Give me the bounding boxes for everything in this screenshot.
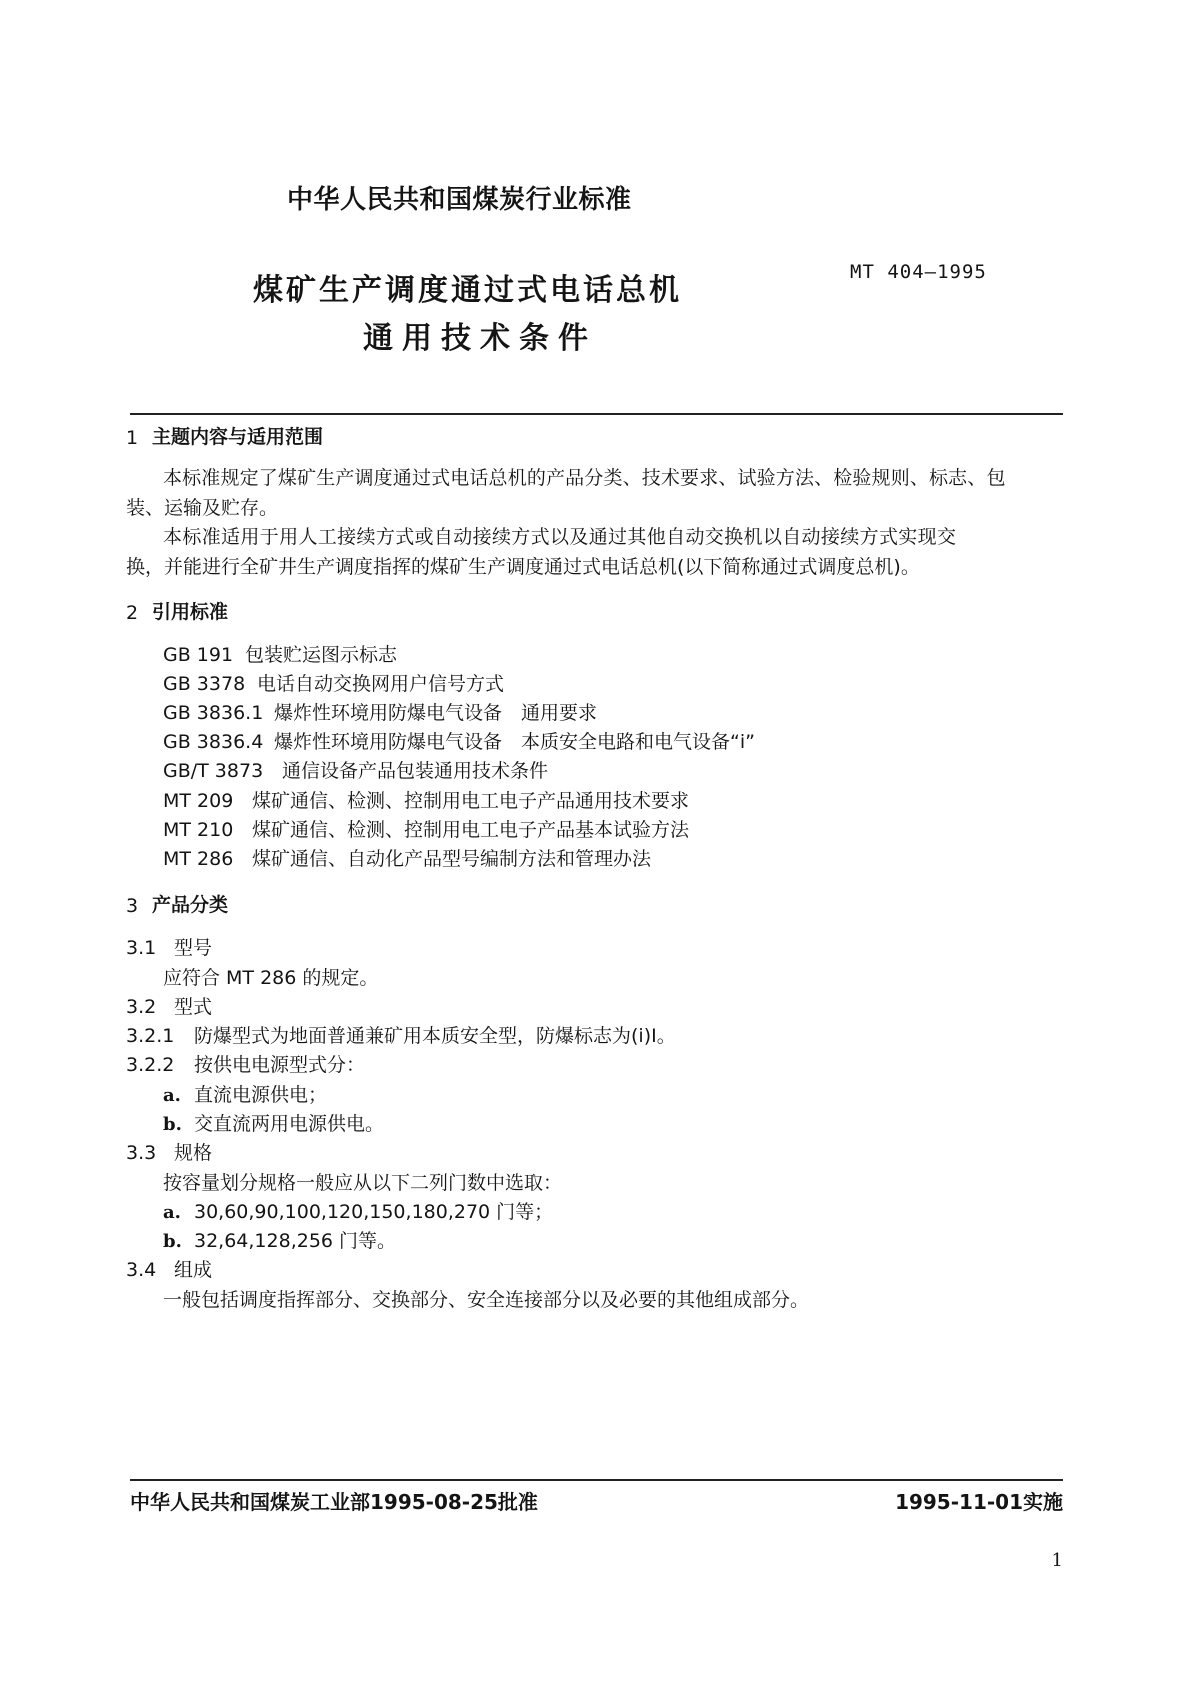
document-title-line1: 煤矿生产调度通过式电话总机 bbox=[253, 273, 682, 308]
section-1-heading: 主题内容与适用范围 bbox=[152, 426, 324, 448]
ref-title: 煤矿通信、检测、控制用电工电子产品通用技术要求 bbox=[252, 790, 690, 812]
list-item: 30,60,90,100,120,150,180,270 门等； bbox=[194, 1201, 554, 1223]
ref-code: MT 286 bbox=[163, 848, 234, 870]
ref-title: 通信设备产品包装通用技术条件 bbox=[282, 760, 549, 782]
ref-code: GB 3836.1 bbox=[163, 702, 264, 724]
ref-code: GB 191 bbox=[163, 644, 234, 666]
standard-category: 中华人民共和国煤炭行业标准 bbox=[287, 185, 632, 215]
clause-3-3-title: 规格 bbox=[174, 1142, 213, 1164]
section-1-para2-line2: 换，并能进行全矿井生产调度指挥的煤矿生产调度通过式电话总机(以下简称通过式调度总机)。 bbox=[126, 556, 920, 578]
approval-statement: 中华人民共和国煤炭工业部1995-08-25批准 bbox=[130, 1490, 538, 1514]
ref-title: 爆炸性环境用防爆电气设备 通用要求 bbox=[274, 702, 598, 724]
ref-code: GB/T 3873 bbox=[163, 760, 264, 782]
ref-code: GB 3836.4 bbox=[163, 731, 264, 753]
clause-3-3-number: 3.3 bbox=[126, 1142, 157, 1164]
clause-3-3-text: 按容量划分规格一般应从以下二列门数中选取： bbox=[163, 1172, 563, 1194]
ref-title: 爆炸性环境用防爆电气设备 本质安全电路和电气设备“i” bbox=[274, 731, 755, 753]
section-1-number: 1 bbox=[126, 427, 139, 449]
section-1-para1-line2: 装、运输及贮存。 bbox=[126, 497, 279, 519]
list-marker: a. bbox=[163, 1085, 181, 1106]
ref-code: MT 210 bbox=[163, 819, 234, 841]
section-3-heading: 产品分类 bbox=[152, 894, 229, 916]
ref-title: 煤矿通信、检测、控制用电工电子产品基本试验方法 bbox=[252, 819, 690, 841]
clause-3-2-title: 型式 bbox=[174, 996, 213, 1018]
section-1-para2-line1: 本标准适用于用人工接续方式或自动接续方式以及通过其他自动交换机以自动接续方式实现交 bbox=[163, 526, 957, 548]
ref-title: 电话自动交换网用户信号方式 bbox=[257, 673, 505, 695]
section-1-para1-line1: 本标准规定了煤矿生产调度通过式电话总机的产品分类、技术要求、试验方法、检验规则、标志、包 bbox=[163, 467, 1006, 489]
header-divider bbox=[130, 413, 1063, 415]
list-item: 32,64,128,256 门等。 bbox=[194, 1230, 397, 1252]
section-2-number: 2 bbox=[126, 602, 139, 624]
list-item: 交直流两用电源供电。 bbox=[194, 1113, 385, 1135]
ref-code: GB 3378 bbox=[163, 673, 246, 695]
ref-title: 煤矿通信、自动化产品型号编制方法和管理办法 bbox=[252, 848, 652, 870]
list-marker: b. bbox=[163, 1114, 182, 1135]
ref-code: MT 209 bbox=[163, 790, 234, 812]
ref-title: 包装贮运图示标志 bbox=[245, 644, 398, 666]
clause-3-1-number: 3.1 bbox=[126, 937, 157, 959]
clause-3-2-1-number: 3.2.1 bbox=[126, 1025, 175, 1047]
section-2-heading: 引用标准 bbox=[152, 601, 229, 623]
section-3-number: 3 bbox=[126, 895, 139, 917]
clause-3-4-title: 组成 bbox=[174, 1259, 213, 1281]
effective-date: 1995-11-01实施 bbox=[895, 1490, 1063, 1514]
list-item: 直流电源供电； bbox=[194, 1084, 328, 1106]
document-title-line2: 通用技术条件 bbox=[363, 321, 597, 356]
footer-divider bbox=[130, 1479, 1063, 1481]
clause-3-1-text: 应符合 MT 286 的规定。 bbox=[163, 967, 379, 989]
clause-3-2-1-text: 防爆型式为地面普通兼矿用本质安全型，防爆标志为(i)I。 bbox=[194, 1025, 676, 1047]
clause-3-2-2-number: 3.2.2 bbox=[126, 1054, 175, 1076]
clause-3-2-2-text: 按供电电源型式分： bbox=[194, 1054, 366, 1076]
clause-3-4-text: 一般包括调度指挥部分、交换部分、安全连接部分以及必要的其他组成部分。 bbox=[163, 1289, 810, 1311]
standard-code: MT 404—1995 bbox=[850, 261, 987, 283]
clause-3-2-number: 3.2 bbox=[126, 996, 157, 1018]
page-number: 1 bbox=[1051, 1550, 1063, 1571]
list-marker: a. bbox=[163, 1202, 181, 1223]
list-marker: b. bbox=[163, 1231, 182, 1252]
clause-3-1-title: 型号 bbox=[174, 937, 213, 959]
clause-3-4-number: 3.4 bbox=[126, 1259, 157, 1281]
